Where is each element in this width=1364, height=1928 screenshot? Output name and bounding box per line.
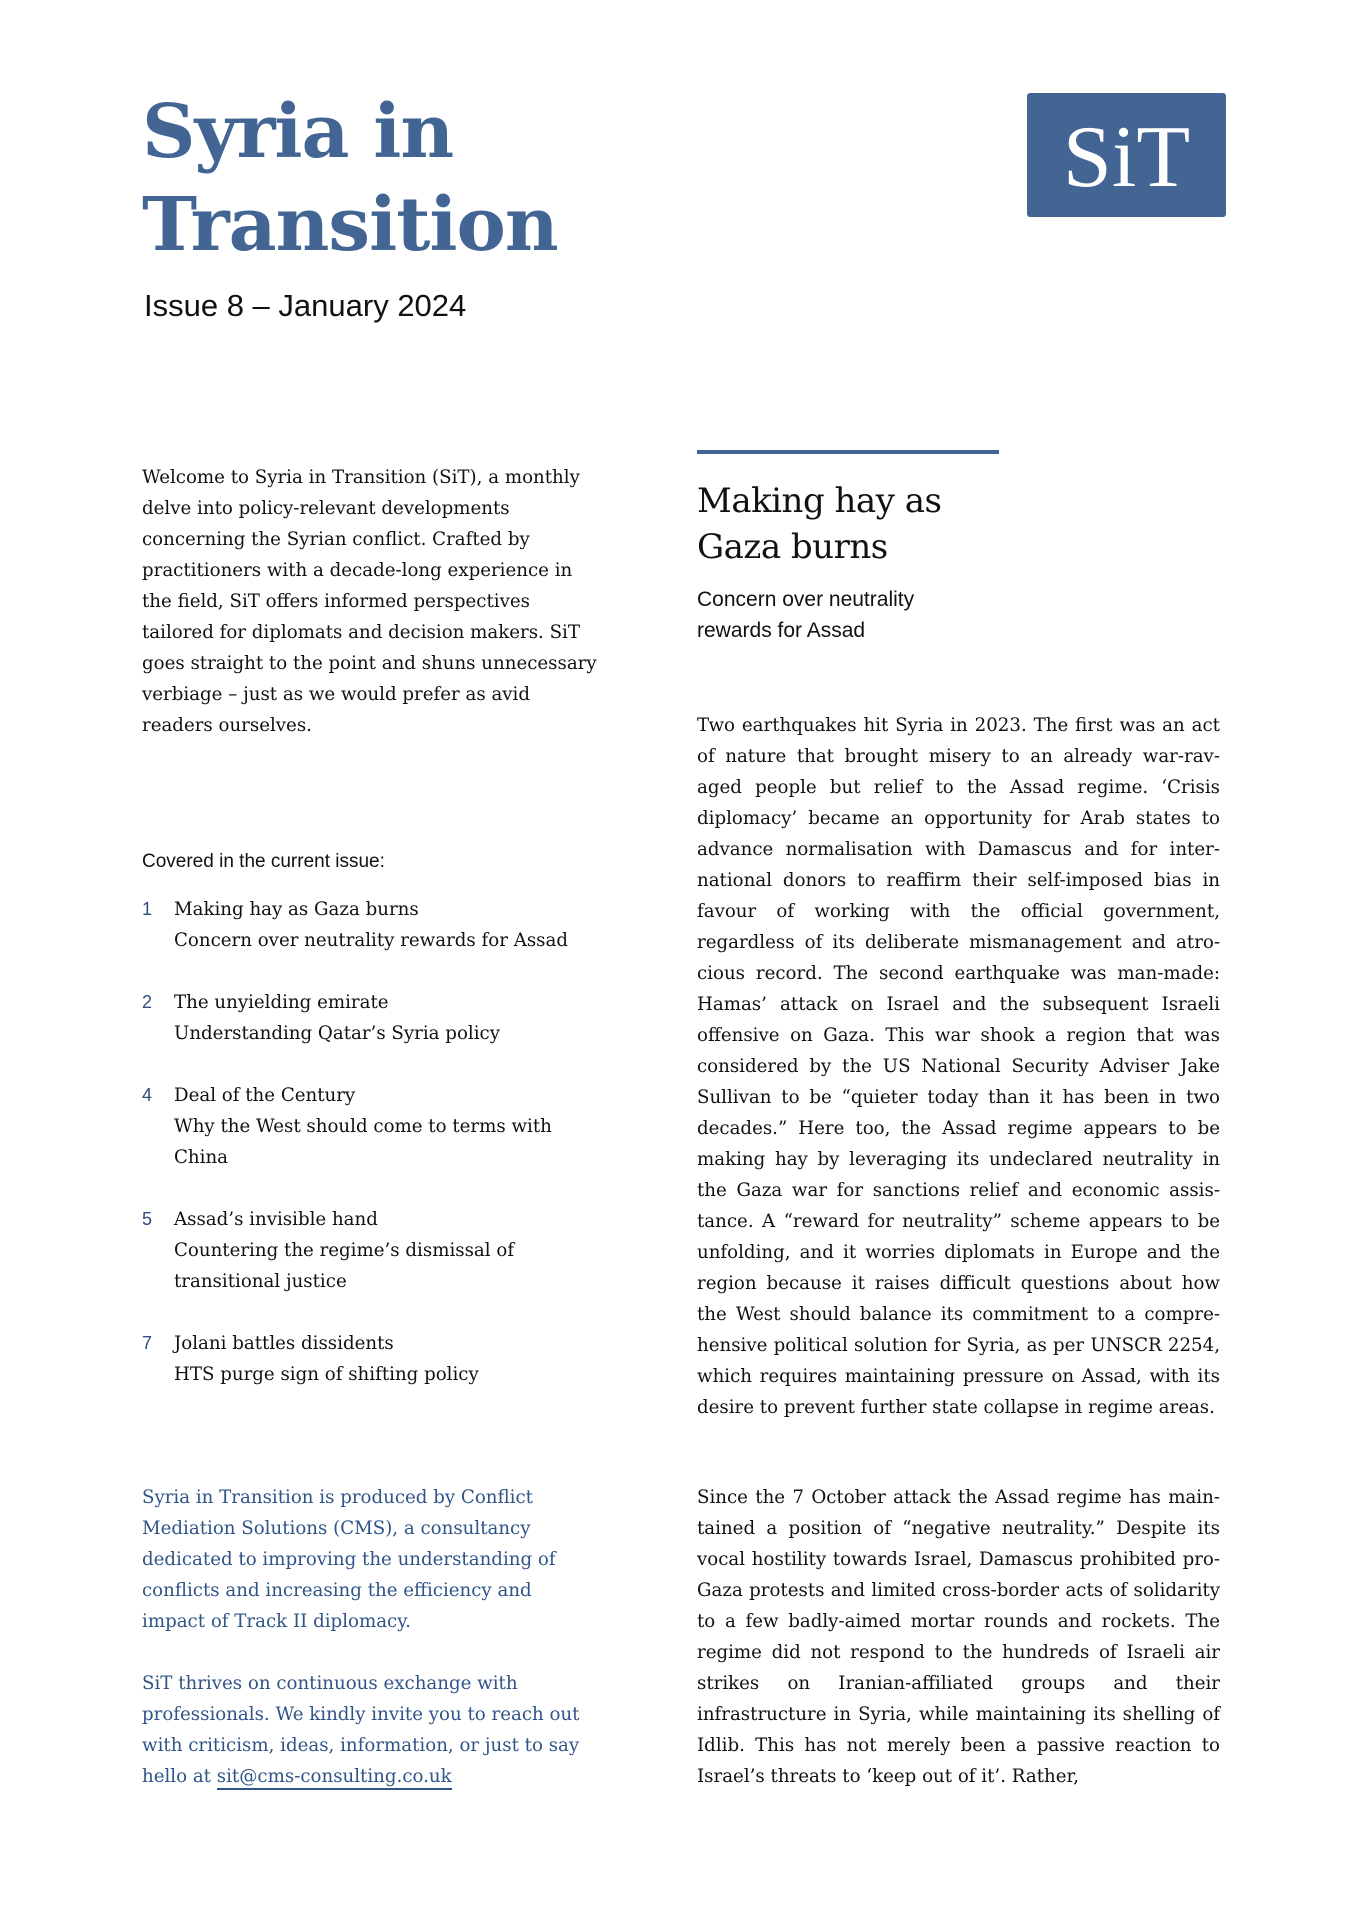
contact-paragraph bbox=[142, 1668, 592, 1792]
masthead-title-line2: Transition bbox=[142, 182, 558, 268]
contact-email-link[interactable]: sit@cms-consulting.co.uk bbox=[217, 1766, 452, 1790]
article-subtitle bbox=[697, 584, 1220, 646]
toc-item-subtitle: Countering the regime’s dismissal of transitional justice bbox=[174, 1240, 515, 1292]
toc-label: Covered in the current issue: bbox=[142, 851, 385, 872]
issue-date: Issue 8 – January 2024 bbox=[144, 288, 467, 323]
about-cms-paragraph: Syria in Transition is produced by Conflict Mediation Solutions (CMS), a consultancy dedicated to improving the understanding of conflicts and increasing the efficiency and impact of Track II diplomacy. bbox=[142, 1487, 556, 1632]
toc-item-title: Deal of the Century bbox=[174, 1085, 356, 1106]
toc-page-number: 2 bbox=[142, 992, 153, 1012]
article-paragraph: Since the 7 October attack the Assad regime has maintained a position of “negative neutrality.” Despite its vocal hostility towards Israel, Damascus prohibited pro-Gaza protests and limited cross-border acts of solidarity to a few badly-aimed mortar rounds and rockets. The regime did not respond to the hundreds of Israeli air strikes on Iranian-affiliated groups and their infrastructure in Syria, while maintaining its shelling of Idlib. This has not merely been a passive reaction to Israel’s threats to ‘keep out of it’. Rather, bbox=[697, 1487, 1220, 1787]
toc-page-number: 7 bbox=[142, 1333, 153, 1353]
toc-item-title: The unyielding emirate bbox=[174, 992, 389, 1013]
toc-page-number: 4 bbox=[142, 1085, 153, 1105]
toc-item-title: Making hay as Gaza burns bbox=[174, 899, 419, 920]
toc-item-title: Jolani battles dissidents bbox=[174, 1333, 394, 1354]
table-of-contents bbox=[142, 894, 602, 1421]
toc-item[interactable] bbox=[142, 987, 602, 1049]
toc-page-number: 1 bbox=[142, 899, 153, 919]
masthead-title-line1: Syria in bbox=[142, 89, 454, 175]
toc-item-title: Assad’s invisible hand bbox=[174, 1209, 378, 1230]
article-subtitle-line1: Concern over neutrality bbox=[697, 588, 915, 611]
intro-paragraph: Welcome to Syria in Transition (SiT), a monthly delve into policy-relevant developments concerning the Syrian conflict. Crafted by practitioners with a decade-long experience in the field, SiT offers informed perspectives tailored for diplomats and decision makers. SiT goes straight to the point and shuns unnecessary verbiage – just as we would prefer as avid readers ourselves. bbox=[142, 467, 597, 736]
toc-item-subtitle: Understanding Qatar’s Syria policy bbox=[174, 1023, 500, 1044]
masthead-title bbox=[142, 86, 558, 272]
toc-item-subtitle: Concern over neutrality rewards for Assad bbox=[174, 930, 568, 951]
toc-page-number: 5 bbox=[142, 1209, 153, 1229]
article-divider bbox=[697, 450, 999, 454]
article-title-line1: Making hay as bbox=[697, 481, 942, 521]
article-subtitle-line2: rewards for Assad bbox=[697, 619, 866, 642]
logo-text: SiT bbox=[1062, 109, 1191, 206]
toc-item-subtitle: Why the West should come to terms with China bbox=[174, 1116, 552, 1168]
article-title-line2: Gaza burns bbox=[697, 527, 888, 567]
toc-item-subtitle: HTS purge sign of shifting policy bbox=[174, 1364, 479, 1385]
toc-item[interactable] bbox=[142, 1328, 602, 1390]
toc-item[interactable] bbox=[142, 1204, 602, 1297]
toc-item[interactable] bbox=[142, 1080, 602, 1173]
toc-item[interactable] bbox=[142, 894, 602, 956]
article-title bbox=[697, 478, 1220, 570]
contact-text: SiT thrives on continuous exchange with professionals. We kindly invite you to reach out with criticism, ideas, information, or just to say hello at bbox=[142, 1673, 580, 1787]
article-paragraph: Two earthquakes hit Syria in 2023. The first was an act of nature that brought misery to an already war-ravaged people but relief to the Assad regime. ‘Crisis diplomacy’ became an opportunity for Arab states to advance normalisation with Damascus and for international donors to reaffirm their self-imposed bias in favour of working with the official government, regardless of its deliberate mismanagement and atrocious record. The second earthquake was man-made: Hamas’ attack on Israel and the subsequent Israeli offensive on Gaza. This war shook a region that was considered by the US National Security Adviser Jake Sullivan to be “quieter today than it has been in two decades.” Here too, the Assad regime appears to be making hay by leveraging its undeclared neutrality in the Gaza war for sanctions relief and economic assistance. A “reward for neutrality” scheme appears to be unfolding, and it worries diplomats in Europe and the region because it raises difficult questions about how the West should balance its commitment to a comprehensive political solution for Syria, as per UNSCR 2254, which requires maintaining pressure on Assad, with its desire to prevent further state collapse in regime areas. bbox=[697, 715, 1220, 1418]
sit-logo bbox=[1027, 93, 1226, 217]
